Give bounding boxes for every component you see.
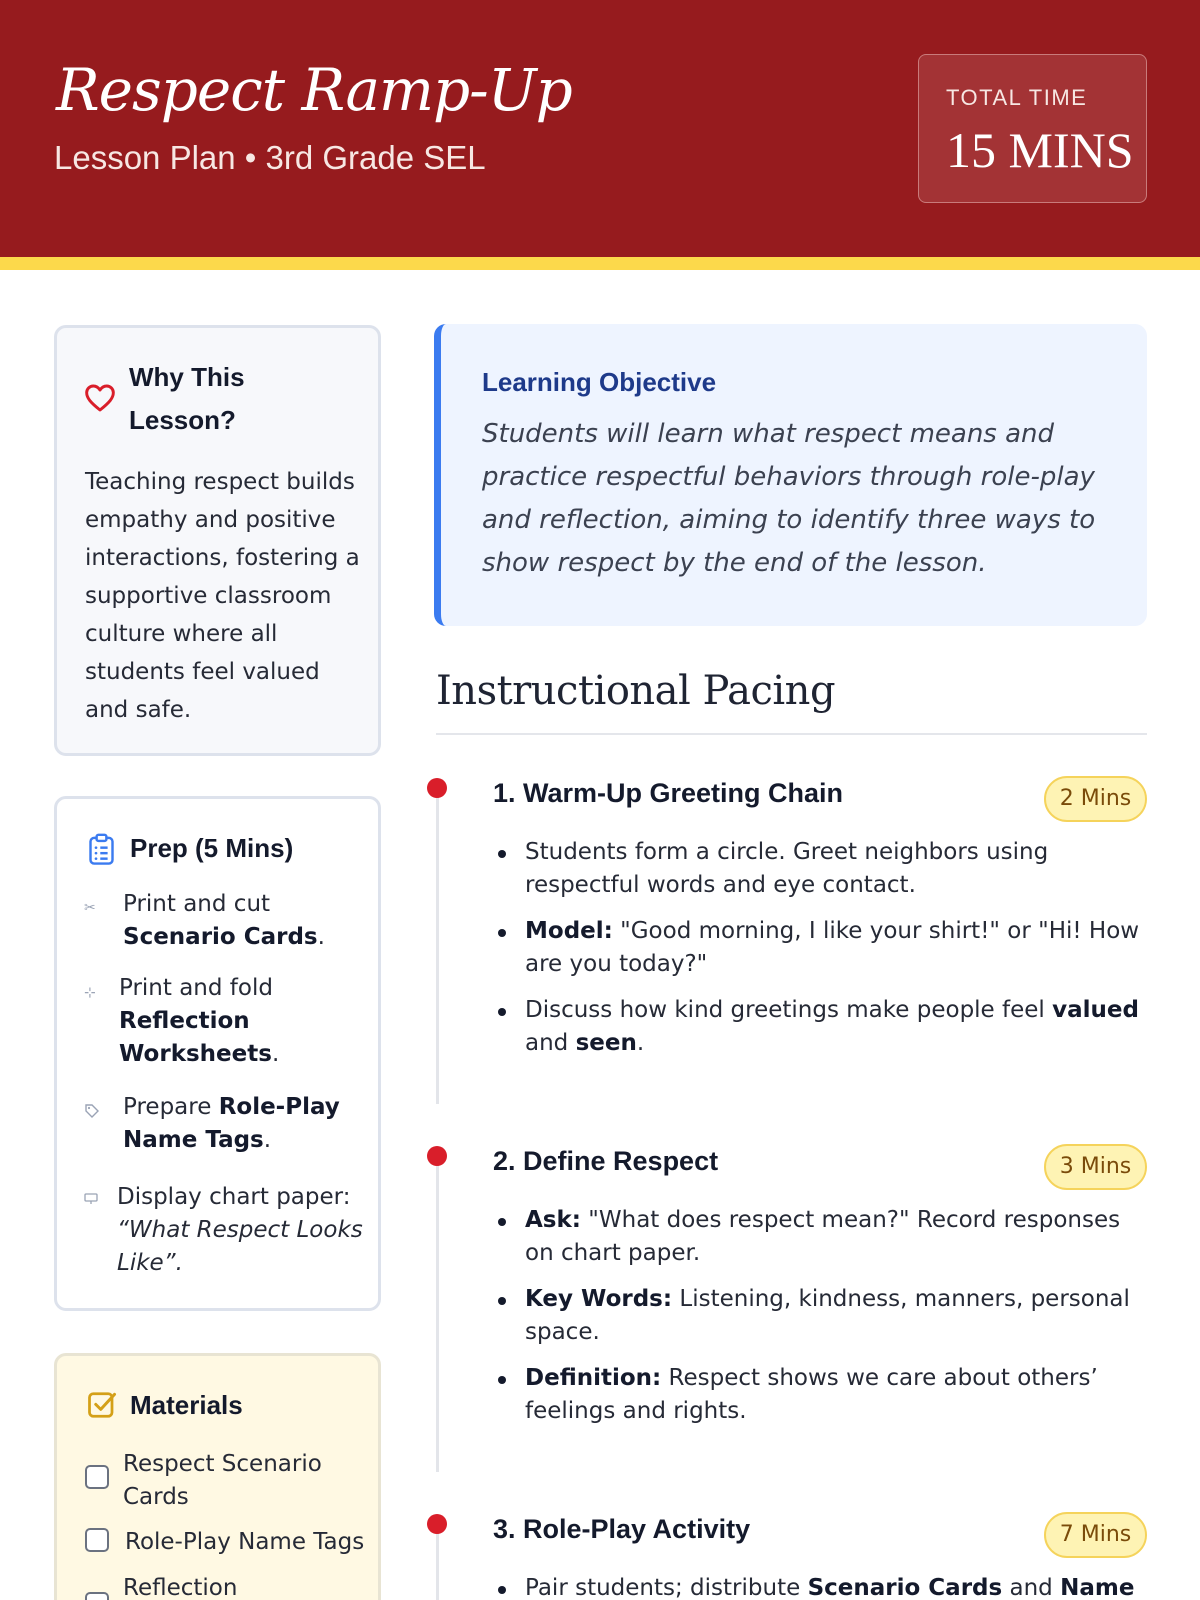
timeline-dot — [427, 778, 447, 798]
tag-icon — [84, 1103, 100, 1119]
scissors-icon: ✂ — [84, 900, 96, 916]
material-checkbox[interactable] — [85, 1528, 109, 1552]
step-title: 2. Define Respect — [493, 1146, 719, 1176]
step-bullet: Discuss how kind greetings make people feel valued and seen. — [493, 994, 1153, 1060]
lesson-subtitle: Lesson Plan • 3rd Grade SEL — [54, 139, 486, 176]
step-bullets — [493, 1572, 1153, 1600]
section-divider — [436, 733, 1147, 735]
learning-objective — [434, 324, 1147, 626]
prep-item: Display chart paper: “What Respect Looks Like”. — [117, 1184, 363, 1276]
timeline-dot — [427, 1514, 447, 1534]
chart-icon — [84, 1193, 98, 1205]
clipboard-icon — [88, 833, 115, 866]
step-title: 1. Warm-Up Greeting Chain — [493, 778, 844, 808]
prep-item: Print and fold Reflection Worksheets. — [119, 975, 280, 1067]
timeline-dot — [427, 1146, 447, 1166]
step-bullet: Students form a circle. Greet neighbors using respectful words and eye contact. — [493, 836, 1153, 902]
timeline-line — [436, 789, 439, 1104]
material-checkbox[interactable] — [85, 1592, 109, 1600]
step-title: 3. Role-Play Activity — [493, 1514, 751, 1544]
objective-text: Students will learn what respect means and practice respectful behaviors through role-play and reflection, aiming to identify three ways to show respect by the end of the lesson. — [482, 419, 1096, 578]
duration-badge: 7 Mins — [1044, 1512, 1147, 1558]
objective-title: Learning Objective — [482, 367, 717, 397]
materials-title: Materials — [130, 1390, 243, 1420]
step-bullet: Model: "Good morning, I like your shirt!" or "Hi! How are you today?" — [493, 915, 1153, 981]
heart-icon — [84, 383, 116, 413]
why-card — [54, 325, 381, 756]
prep-item: Print and cut Scenario Cards. — [123, 891, 325, 950]
material-checkbox[interactable] — [85, 1465, 109, 1489]
step-bullets — [493, 1204, 1153, 1441]
material-item: Reflection — [123, 1575, 238, 1600]
step-bullets — [493, 836, 1153, 1073]
prep-item: Prepare Role-Play Name Tags. — [123, 1094, 340, 1153]
prep-title: Prep (5 Mins) — [130, 833, 294, 863]
step-bullet: Pair students; distribute Scenario Cards and Name — [493, 1572, 1153, 1600]
why-body: Teaching respect builds empathy and positive interactions, fostering a supportive classroom culture where all students feel valued and safe. — [85, 469, 360, 723]
prep-card — [54, 796, 381, 1311]
total-time-value: 15 MINS — [946, 122, 1134, 178]
material-item: Respect Scenario Cards — [123, 1451, 322, 1510]
lesson-title: Respect Ramp-Up — [56, 56, 572, 124]
checklist-icon — [87, 1390, 117, 1420]
pacing-title: Instructional Pacing — [436, 668, 836, 714]
step-bullet: Definition: Respect shows we care about others’ feelings and rights. — [493, 1362, 1153, 1428]
duration-badge: 2 Mins — [1044, 776, 1147, 822]
step-bullet: Key Words: Listening, kindness, manners, personal space. — [493, 1283, 1153, 1349]
material-item: Role-Play Name Tags — [125, 1529, 365, 1555]
timeline-line — [436, 1157, 439, 1472]
fold-icon: ⊹ — [84, 985, 96, 1001]
materials-card — [54, 1353, 381, 1600]
lesson-header — [0, 0, 1200, 257]
step-bullet: Ask: "What does respect mean?" Record responses on chart paper. — [493, 1204, 1153, 1270]
why-title: Why This Lesson? — [129, 362, 245, 435]
duration-badge: 3 Mins — [1044, 1144, 1147, 1190]
total-time-label: TOTAL TIME — [946, 85, 1088, 110]
timeline-line — [436, 1525, 439, 1600]
total-time-box — [918, 54, 1147, 203]
header-stripe — [0, 257, 1200, 270]
